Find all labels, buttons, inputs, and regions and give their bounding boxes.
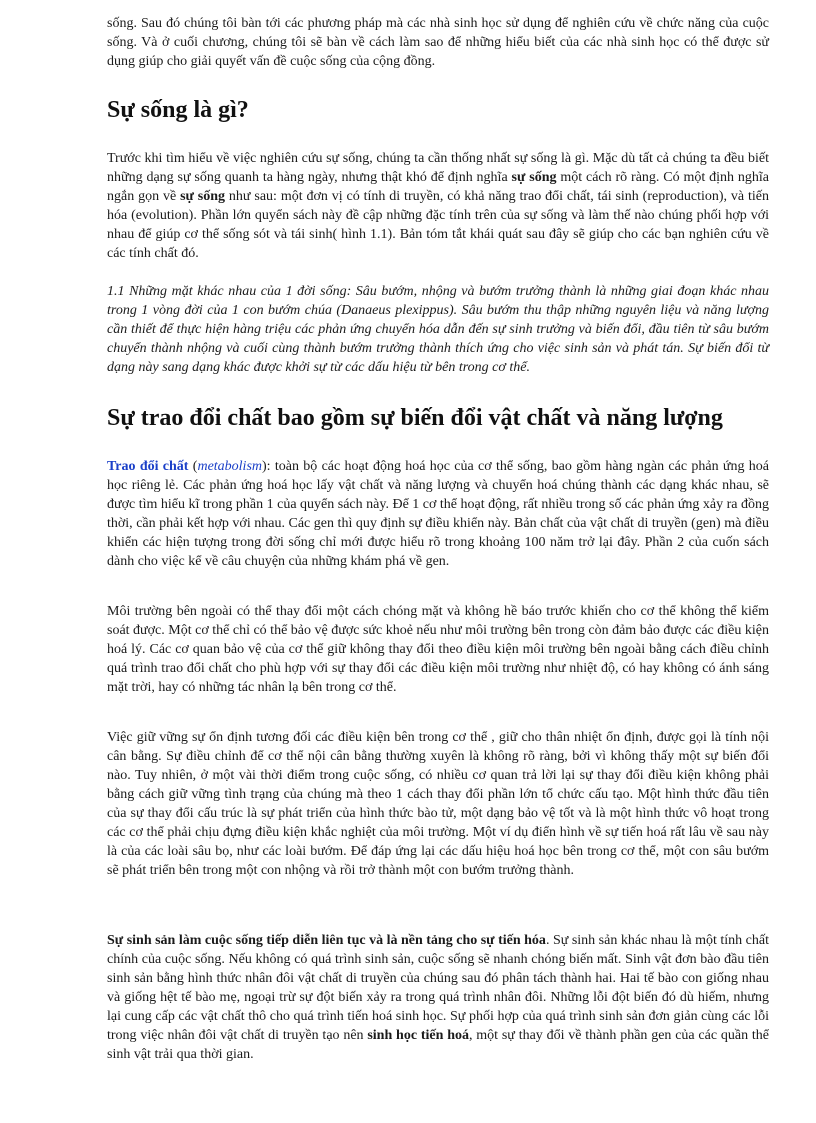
- paragraph-reproduction: [107, 931, 769, 1064]
- text-segment: một cách rõ ràng. Có một định nghĩa ngắn gọn về: [107, 170, 769, 204]
- link-metabolism-term[interactable]: Trao đổi chất: [107, 459, 189, 474]
- heading-metabolism: Sự trao đổi chất bao gồm sự biến đổi vật chất và năng lượng: [107, 405, 723, 431]
- text-segment: , một sự thay đổi về thành phần gen của các quần thể sinh vật trải qua thời gian.: [107, 1028, 769, 1062]
- intro-paragraph: sống. Sau đó chúng tôi bàn tới các phương pháp mà các nhà sinh học sử dụng để nghiên cứu về chức năng của cuộc sống. Và ở cuối chương, chúng tôi sẽ bàn về cách làm sao để những hiểu biết của các nhà sinh học có thể được sử dụng giúp cho giải quyết vấn đề cuộc sống của cộng đồng.: [107, 16, 769, 69]
- heading-what-is-life: Sự sống là gì?: [107, 97, 249, 123]
- paragraph-metabolism-definition: [107, 457, 769, 571]
- paragraph-homeostasis: Việc giữ vững sự ổn định tương đối các điều kiện bên trong cơ thể , giữ cho thân nhiệt ổn định, được gọi là tính nội cân bằng. Sự điều chỉnh để cơ thể nội cân bằng thường xuyên là không rõ ràng, bởi vì không thấy một sự biến đổi nào. Tuy nhiên, ở một vài thời điểm trong cuộc sống, có nhiều cơ quan trả lời lại sự thay đổi điều kiện không phải bằng cách giữ vững tình trạng của chúng mà theo 1 cách thay đổi phần lớn tổ chức cấu tạo. Một hình thức đầu tiên của sự thay đổi cấu trúc là sự phát triển của hình thức bào tử, một dạng bảo vệ tốt và là một hình thức vô hoạt trong các cơ thể phải chịu đựng điều kiện khắc nghiệt của môi trường. Một ví dụ điển hình về sự tiến hoá rất lâu về sau này là của các loài sâu bọ, như các loài bướm. Để đáp ứng lại các dấu hiệu hoá học bên trong cơ thể, một con sâu bướm sẽ phát triển bên trong một con nhộng và rồi trở thành một con bướm trưởng thành.: [107, 730, 769, 878]
- bold-term-life: sự sống: [511, 170, 557, 185]
- text-segment: (: [188, 459, 198, 474]
- document-page: [107, 14, 769, 1064]
- paragraph-environment: Môi trường bên ngoài có thể thay đổi một cách chóng mặt và không hề báo trước khiến cho cơ thể không thể kiểm soát được. Một cơ thể chỉ có thể bảo vệ được sức khoẻ nếu như môi trường bên trong còn đảm bảo được các điều kiện hoá lý. Các cơ quan bảo vệ của cơ thể giữ không thay đổi theo điều kiện môi trường bên ngoài bằng cách điều chỉnh quá trình trao đổi chất cho phù hợp với sự thay đổi các điều kiện môi trường như nhiệt độ, có hay không có ánh sáng mặt trời, hay có những tác nhân lạ bên trong cơ thể.: [107, 604, 769, 695]
- figure-caption-1-1: 1.1 Những mặt khác nhau của 1 đời sống: Sâu bướm, nhộng và bướm trưởng thành là những giai đoạn khác nhau trong 1 vòng đời của 1 con bướm chúa (Danaeus plexippus). Sâu bướm thu thập những nguyên liệu và năng lượng cần thiết để thực hiện hàng triệu các phản ứng chuyển hóa dẫn đến sự sinh trưởng và biến đổi, đầu tiên từ sâu bướm chuyển thành nhộng và cuối cùng thành bướm trưởng thành thích ứng cho việc sinh sản và phát tán. Sự biến đổi từ dạng này sang dạng khác được khởi sự từ các dấu hiệu từ bên trong cơ thể.: [107, 284, 769, 375]
- text-segment: như sau: một đơn vị có tính di truyền, có khả năng trao đổi chất, tái sinh (reproduction), và tiến hóa (evolution). Phần lớn quyển sách này đề cập những đặc tính trên của sự sống và làm thế nào chúng phối hợp với nhau để giúp cơ thể sống sót và tái sinh( hình 1.1). Bản tóm tắt khái quát sau đây sẽ giúp cho các bạn nghiên cứu về các tính chất đó.: [107, 189, 769, 261]
- text-segment: Trước khi tìm hiểu về việc nghiên cứu sự sống, chúng ta cần thống nhất sự sống là gì. Mặc dù tất cả chúng ta đều biết những dạng sự sống quanh ta hàng ngày, nhưng thật khó để định nghĩa: [107, 151, 769, 185]
- bold-term-life-2: sự sống: [180, 189, 226, 204]
- bold-term-evolution: sinh học tiến hoá: [367, 1028, 469, 1043]
- bold-lead-reproduction: Sự sinh sản làm cuộc sống tiếp diễn liên tục và là nền tảng cho sự tiến hóa: [107, 933, 546, 948]
- link-metabolism-english[interactable]: metabolism: [197, 459, 263, 474]
- text-segment: . Sự sinh sản khác nhau là một tính chất chính của cuộc sống. Nếu không có quá trình sinh sản, cuộc sống sẽ nhanh chóng biến mất. Sinh vật đơn bào đầu tiên sinh sản bằng hình thức nhân đôi vật chất di truyền của chúng sau đó phân tách thành hai. Hai tế bào con giống nhau và giống hệt tế bào mẹ, ngoại trừ sự đột biến xảy ra trong quá trình nhân đôi. Những lỗi đột biến đó dù hiếm, nhưng lại cung cấp các vật chất thô cho quá trình tiến hoá sinh học. Sự phối hợp của quá trình sinh sản đơn giản cùng các lỗi trong việc nhân đôi vật chất di truyền tạo nên: [107, 933, 769, 1043]
- text-segment: ): toàn bộ các hoạt động hoá học của cơ thể sống, bao gồm hàng ngàn các phản ứng hoá học riêng lẻ. Các phản ứng hoá học lấy vật chất và năng lượng và chuyển hoá chúng thành các dạng khác nhau, sẽ được tìm hiểu kĩ trong phần 1 của quyển sách này. Để 1 cơ thể hoạt động, rất nhiều trong số các phản ứng xảy ra đồng thời, cần phải kết hợp với nhau. Các gen thì quy định sự điều khiển này. Bản chất của vật chất di truyền (gen) mà điều khiển các hiện tượng trong đời sống chỉ mới được hiểu rõ trong khoảng 100 năm trở lại đây. Phần 2 của cuốn sách dành cho việc kể về câu chuyện của những khám phá về gen.: [107, 459, 770, 569]
- paragraph-what-is-life: [107, 149, 769, 263]
